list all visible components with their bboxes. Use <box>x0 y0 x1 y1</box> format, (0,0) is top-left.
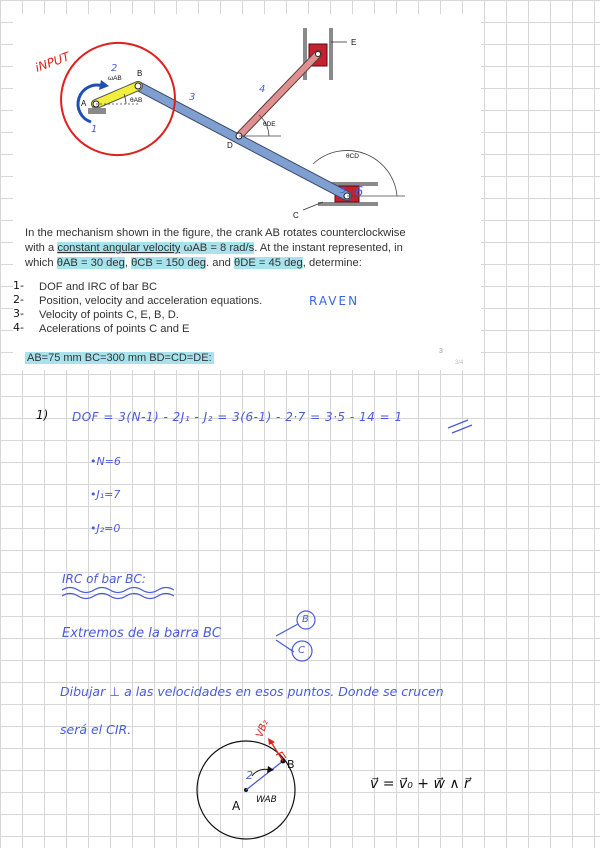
hand-num-3: 3 <box>189 92 196 103</box>
slide-count: 3/4 <box>455 360 464 366</box>
heading-wave-1 <box>62 588 174 593</box>
input-annotation: iNPUT <box>33 49 72 75</box>
heading-wave-2 <box>62 594 174 599</box>
problem-line-2-post: . At the instant represented, in <box>254 242 403 254</box>
highlight-theta-cb: θCB = 150 deg <box>131 257 207 269</box>
problem-line-3-post: , determine: <box>302 257 362 269</box>
note-point-b: B <box>302 614 309 625</box>
circle-b <box>297 611 315 629</box>
highlight-omega-ab: ωAB = 8 rad/s <box>180 242 255 254</box>
label-theta-cd: θCD <box>346 153 360 160</box>
task-number: 1- <box>13 279 24 292</box>
hand-num-5: 5 <box>340 186 346 196</box>
hand-num-1: 1 <box>91 124 98 135</box>
circle-c <box>292 641 312 661</box>
branch-line-b <box>276 624 298 636</box>
task-number: 3- <box>13 307 24 320</box>
note-j1: •J₁=7 <box>90 488 121 501</box>
sketch-label-vb: VB₂ <box>254 718 271 740</box>
note-point-c: C <box>298 645 305 656</box>
task-text: Velocity of points C, E, B, D. <box>39 309 179 321</box>
task-text: DOF and IRC of bar BC <box>39 281 158 293</box>
sketch-omega-arrowhead <box>267 766 274 773</box>
item-number: 1) <box>36 408 49 422</box>
note-extremos: Extremos de la barra BC <box>62 626 221 641</box>
note-j2: •J₂=0 <box>90 522 121 535</box>
problem-line-1: In the mechanism shown in the figure, the crank AB rotates counterclockwise <box>25 227 406 239</box>
sketch-label-b: B <box>287 758 295 771</box>
branch-line-c <box>276 640 294 652</box>
label-d: D <box>227 141 233 150</box>
dof-equation: DOF = 3(N-1) - 2J₁ - J₂ = 3(6-1) - 2·7 = 3·5 - 14 = 1 <box>72 410 403 424</box>
label-c: C <box>293 211 299 220</box>
label-theta-de: θDE <box>263 121 276 128</box>
label-theta-ab: θAB <box>130 97 143 104</box>
problem-line-3-pre: which <box>25 257 57 269</box>
problem-line-3-sep-1: , <box>124 257 132 269</box>
note-n: •N=6 <box>90 455 121 468</box>
problem-line-2-pre: with a <box>25 242 58 254</box>
note-dibujar-1: Dibujar ⊥ a las velocidades en esos puntos. Donde se crucen <box>60 684 444 699</box>
sketch-velocity-vector <box>271 742 283 761</box>
hand-num-6: 6 <box>355 185 364 200</box>
sketch-label-2: 2 <box>246 769 253 782</box>
label-a: A <box>81 99 87 108</box>
hand-num-2: 2 <box>111 63 118 74</box>
irc-heading: IRC of bar BC: <box>62 572 146 586</box>
double-underline-result <box>448 420 472 433</box>
slide-number: 3 <box>439 348 443 355</box>
problem-line-3-sep-2: . and <box>206 257 235 269</box>
dimensions-line: AB=75 mm BC=300 mm BD=CD=DE: <box>27 352 212 364</box>
task-number: 4- <box>13 321 24 334</box>
highlight-constant-angular-velocity: constant angular velocity <box>57 242 181 254</box>
sketch-label-a: A <box>232 799 241 813</box>
label-omega-ab: ωAB <box>108 75 122 82</box>
highlight-theta-de: θDE = 45 deg <box>234 257 303 269</box>
sketch-label-omega: WAB <box>256 795 277 805</box>
velocity-formula: v⃗ = v⃗₀ + w⃗ ∧ r⃗ <box>370 776 470 792</box>
label-b: B <box>137 69 143 78</box>
hand-num-4: 4 <box>259 84 266 95</box>
note-dibujar-2: será el CIR. <box>60 722 132 737</box>
task-text: Position, velocity and acceleration equations. <box>39 295 263 307</box>
task-number: 2- <box>13 293 24 306</box>
task-text: Acelerations of points C and E <box>39 323 190 335</box>
highlight-theta-ab: θAB = 30 deg <box>56 257 125 269</box>
label-e: E <box>351 38 357 47</box>
raven-annotation: RAVEN <box>309 294 360 308</box>
